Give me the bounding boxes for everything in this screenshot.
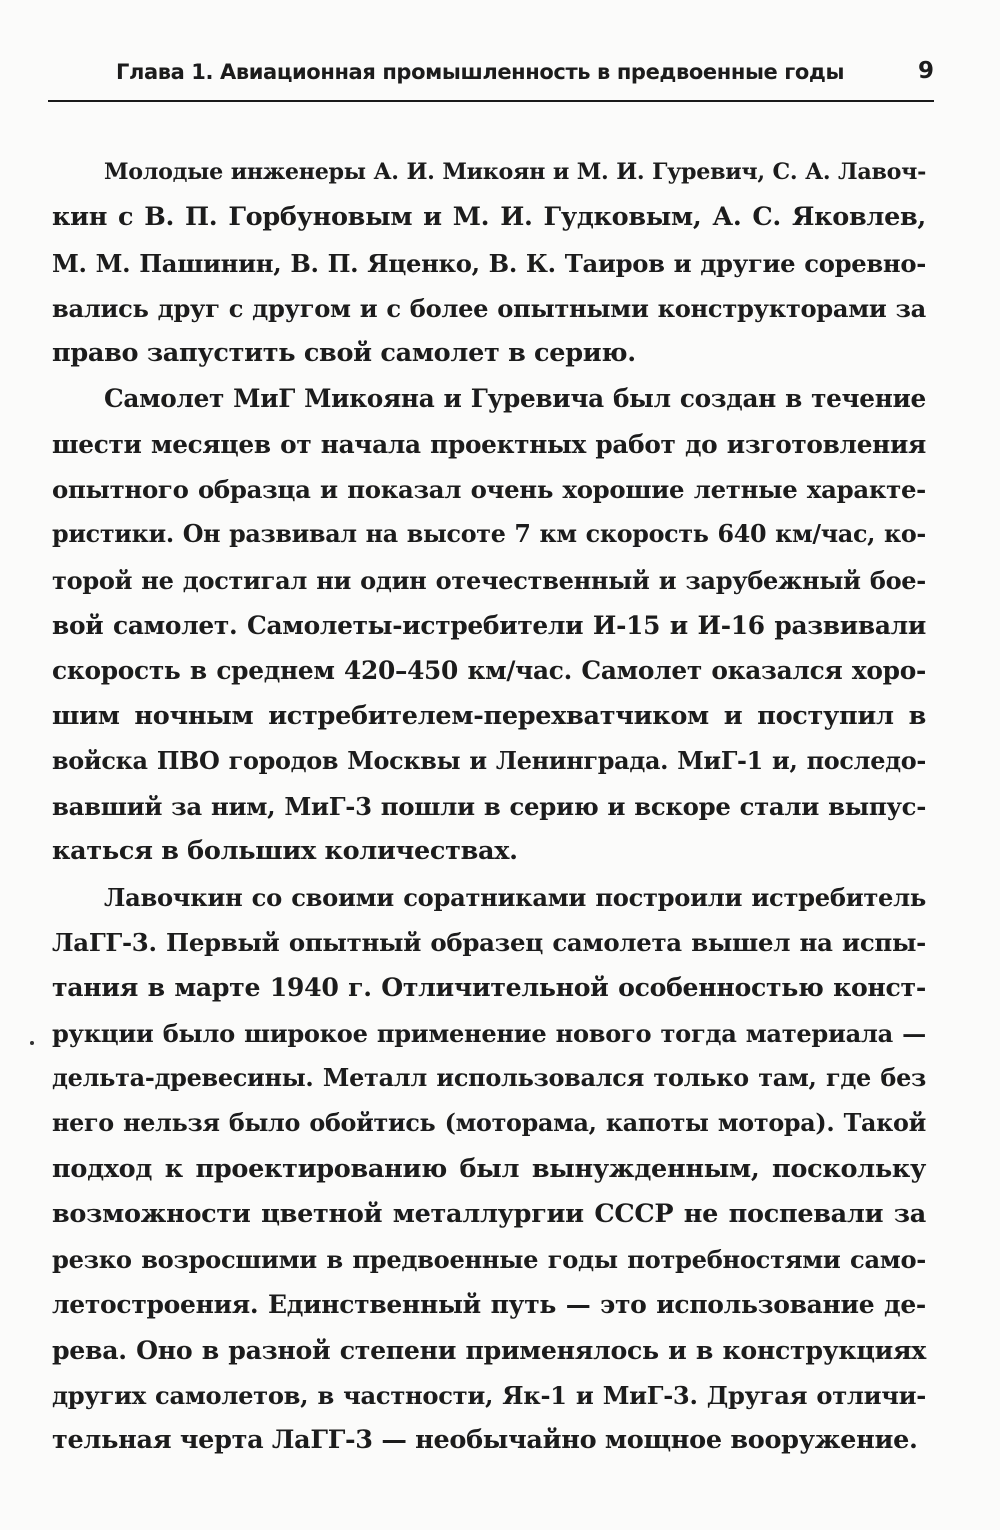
paragraph-1 [52,150,926,376]
text-line: рукции было широкое применение нового тогда материала — [52,1018,926,1048]
text-line: вой самолет. Самолеты-истребители И-15 и И-16 развивали [52,610,926,640]
chapter-title: Глава 1. Авиационная промышленность в предвоенные годы [116,60,845,84]
text-line: дельта-древесины. Металл использовался только там, где без [52,1063,926,1092]
paragraph-2 [52,376,926,874]
text-line: шести месяцев от начала проектных работ до изготовления [52,429,926,459]
text-line: ристики. Он развивал на высоте 7 км скорость 640 км/час, ко- [52,520,926,549]
body-text [52,150,926,1464]
text-line: кин с В. П. Горбуновым и М. И. Гудковым, А. С. Яковлев, [52,202,926,233]
text-line: подход к проектированию был вынужденным, поскольку [52,1153,926,1184]
text-line: возможности цветной металлургии СССР не поспевали за [52,1198,926,1229]
text-line: опытного образца и показал очень хорошие летные характе- [52,475,926,505]
text-line: каться в больших количествах. [52,836,518,867]
text-line: Молодые инженеры А. И. Микоян и М. И. Гуревич, С. А. Лавоч- [104,159,926,185]
text-line: него нельзя было обойтись (моторама, капоты мотора). Такой [52,1109,926,1138]
text-line: войска ПВО городов Москвы и Ленинграда. МиГ-1 и, последо- [52,746,926,775]
text-line: летостроения. Единственный путь — это использование де- [52,1290,926,1320]
running-head [48,52,934,102]
paragraph-3 [52,875,926,1464]
scan-speck [30,1041,34,1045]
text-line: Лавочкин со своими соратниками построили истребитель [104,882,926,912]
text-line: право запустить свой самолет в серию. [52,338,636,369]
text-line: М. М. Пашинин, В. П. Яценко, В. К. Таиров и другие соревно- [52,248,926,278]
text-line: ЛаГГ-3. Первый опытный образец самолета вышел на испы- [52,928,926,958]
text-line: скорость в среднем 420–450 км/час. Самолет оказался хоро- [52,656,926,686]
text-line: торой не достигал ни один отечественный и зарубежный бое- [52,565,926,595]
page-number: 9 [917,58,934,84]
text-line: вались друг с другом и с более опытными конструкторами за [52,293,926,323]
text-line: вавший за ним, МиГ-3 пошли в серию и вскоре стали выпус- [52,792,926,822]
text-line: тания в марте 1940 г. Отличительной особенностью конст- [52,972,926,1003]
text-line: рева. Оно в разной степени применялось и в конструкциях [52,1334,926,1365]
text-line: резко возросшими в предвоенные годы потребностями само- [52,1245,926,1275]
text-line: других самолетов, в частности, Як-1 и МиГ-3. Другая отличи- [52,1381,926,1411]
text-line: шим ночным истребителем-перехватчиком и поступил в [52,700,926,731]
text-line: тельная черта ЛаГГ-3 — необычайно мощное вооружение. [52,1425,918,1456]
text-line: Самолет МиГ Микояна и Гуревича был создан в течение [104,384,926,414]
